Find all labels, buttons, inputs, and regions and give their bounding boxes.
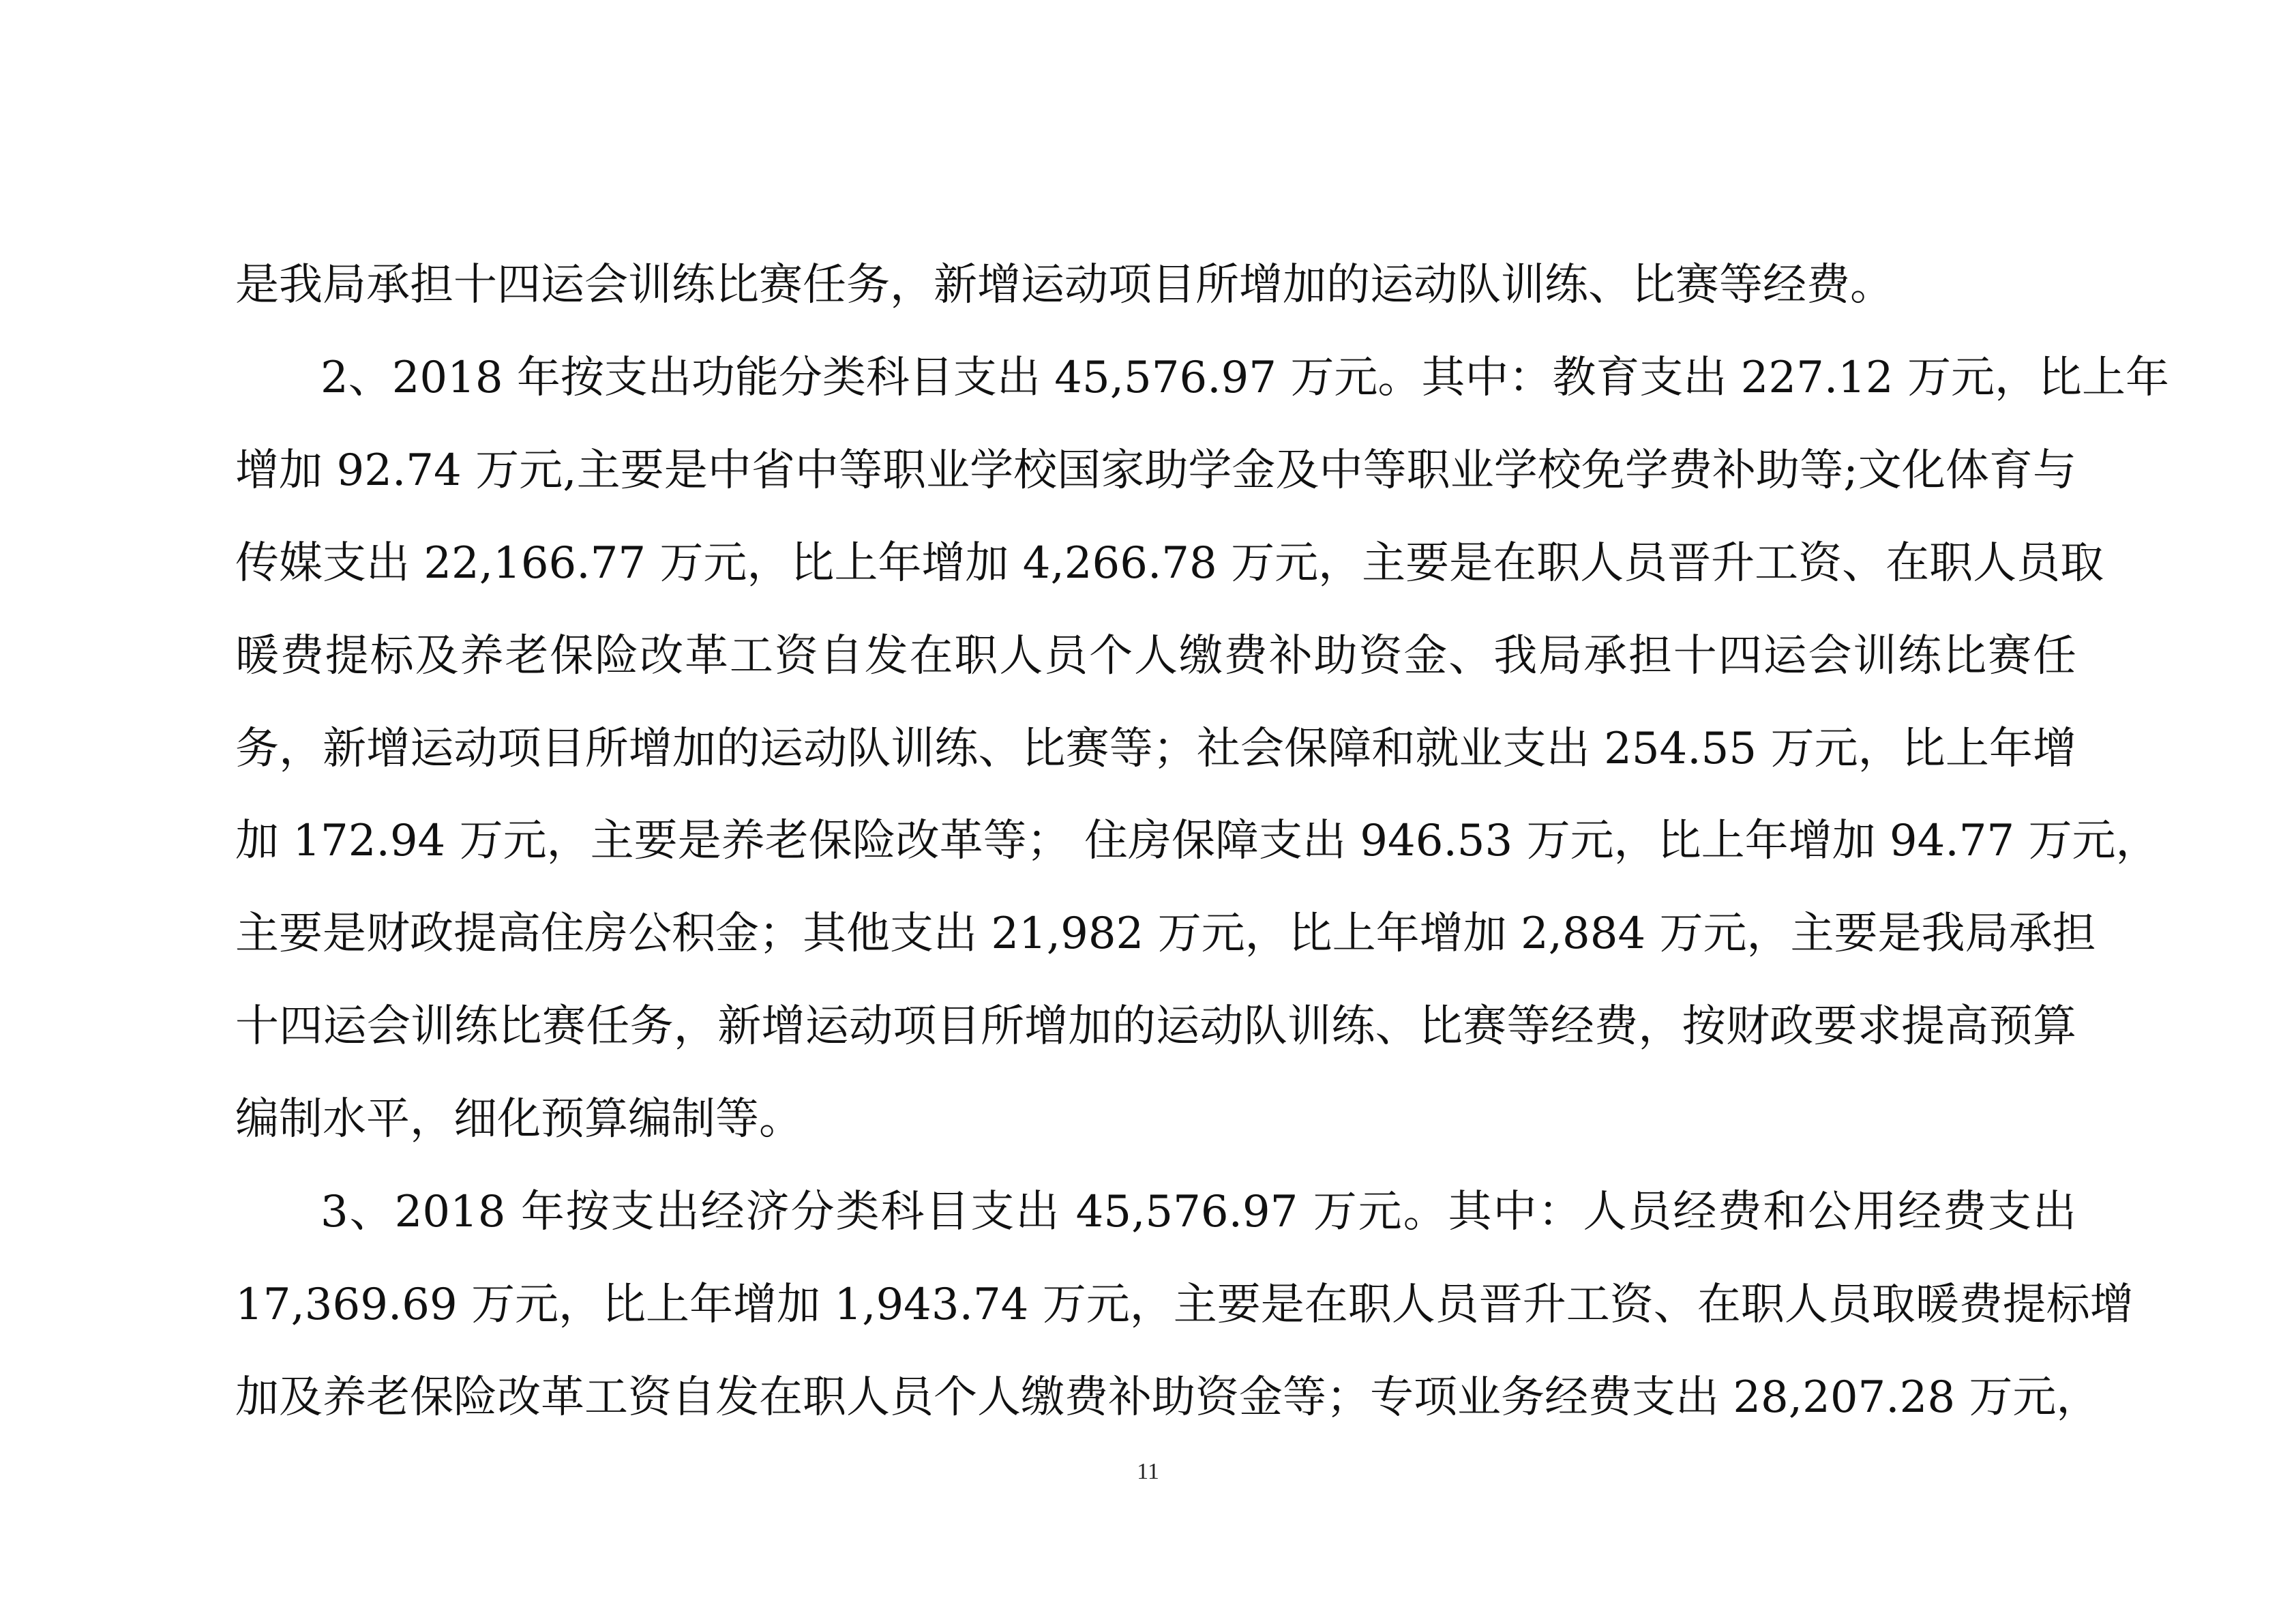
- paragraph-line: 主要是财政提高住房公积金；其他支出 21,982 万元，比上年增加 2,884 万元，主要是我局承担: [235, 909, 2096, 959]
- paragraph-line: 2、2018 年按支出功能分类科目支出 45,576.97 万元。其中：教育支出 227.12 万元，比上年: [320, 353, 2169, 403]
- paragraph-line: 暖费提标及养老保险改革工资自发在职人员个人缴费补助资金、我局承担十四运会训练比赛任: [235, 631, 2076, 681]
- paragraph-line: 务，新增运动项目所增加的运动队训练、比赛等；社会保障和就业支出 254.55 万元，比上年增: [235, 724, 2076, 774]
- paragraph-line: 传媒支出 22,166.77 万元，比上年增加 4,266.78 万元，主要是在职人员晋升工资、在职人员取: [235, 538, 2104, 589]
- paragraph-line: 17,369.69 万元，比上年增加 1,943.74 万元，主要是在职人员晋升工资、在职人员取暖费提标增: [235, 1280, 2134, 1330]
- paragraph-line: 增加 92.74 万元,主要是中省中等职业学校国家助学金及中等职业学校免学费补助等;文化体育与: [235, 445, 2076, 496]
- paragraph-line: 加 172.94 万元，主要是养老保险改革等； 住房保障支出 946.53 万元，比上年增加 94.77 万元，: [235, 816, 2160, 866]
- paragraph-line: 十四运会训练比赛任务，新增运动项目所增加的运动队训练、比赛等经费，按财政要求提高预算: [235, 1001, 2076, 1052]
- paragraph-line: 是我局承担十四运会训练比赛任务，新增运动项目所增加的运动队训练、比赛等经费。: [235, 260, 1894, 310]
- page-number: 11: [1137, 1459, 1159, 1484]
- paragraph-line: 编制水平，细化预算编制等。: [235, 1094, 803, 1145]
- paragraph-line: 加及养老保险改革工资自发在职人员个人缴费补助资金等；专项业务经费支出 28,207.28 万元，: [235, 1372, 2100, 1423]
- paragraph-line: 3、2018 年按支出经济分类科目支出 45,576.97 万元。其中：人员经费和公用经费支出: [320, 1187, 2076, 1237]
